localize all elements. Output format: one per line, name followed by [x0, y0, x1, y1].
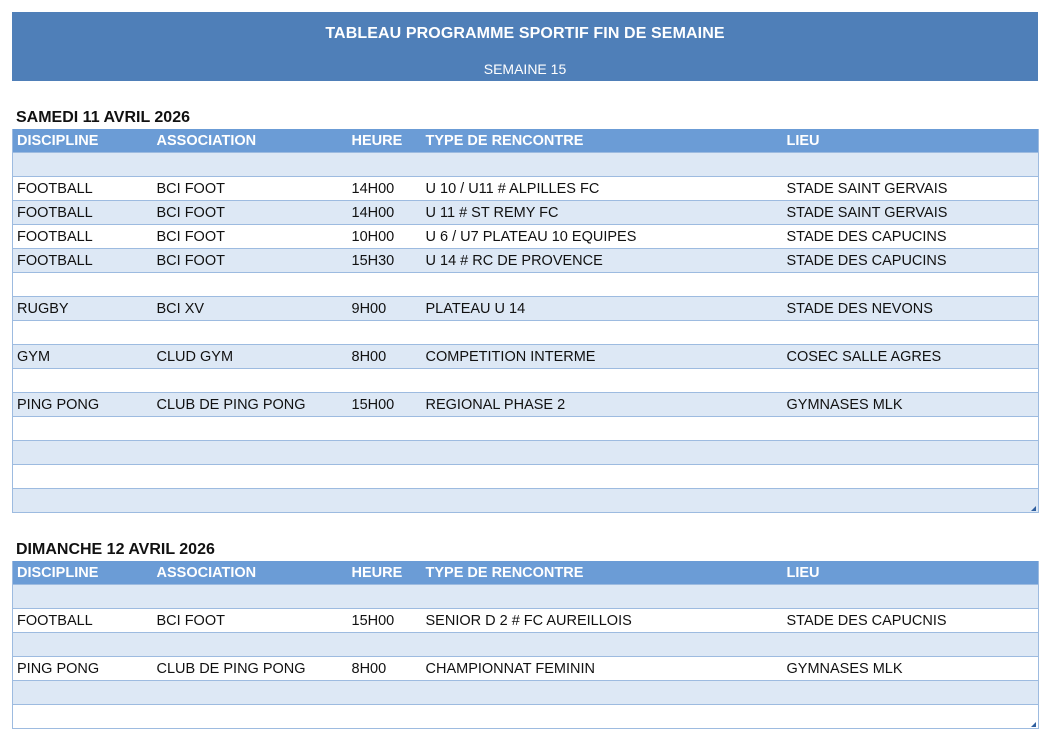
cell-lieu: STADE DES NEVONS [783, 297, 1039, 321]
saturday-table [12, 129, 1039, 513]
cell-type [422, 417, 783, 441]
table-row [13, 465, 1039, 489]
cell-type: U 11 # ST REMY FC [422, 201, 783, 225]
page-title: TABLEAU PROGRAMME SPORTIF FIN DE SEMAINE [325, 25, 725, 42]
cell-heure [348, 585, 422, 609]
cell-lieu [783, 705, 1039, 729]
cell-heure [348, 153, 422, 177]
col-lieu: LIEU [783, 561, 1039, 585]
cell-lieu [783, 417, 1039, 441]
cell-lieu [783, 585, 1039, 609]
cell-lieu: COSEC SALLE AGRES [783, 345, 1039, 369]
cell-type: COMPETITION INTERME [422, 345, 783, 369]
table-row [13, 681, 1039, 705]
cell-association: CLUD GYM [153, 345, 348, 369]
col-type: TYPE DE RENCONTRE [422, 561, 783, 585]
cell-heure [348, 273, 422, 297]
cell-type [422, 681, 783, 705]
cell-association: BCI FOOT [153, 201, 348, 225]
cell-lieu [783, 321, 1039, 345]
cell-discipline: FOOTBALL [13, 225, 153, 249]
cell-lieu: STADE DES CAPUCNIS [783, 609, 1039, 633]
col-association: ASSOCIATION [153, 129, 348, 153]
table-row [13, 369, 1039, 393]
cell-type [422, 633, 783, 657]
cell-heure: 15H30 [348, 249, 422, 273]
table-row [13, 249, 1039, 273]
table-row [13, 417, 1039, 441]
cell-discipline: RUGBY [13, 297, 153, 321]
cell-discipline: FOOTBALL [13, 249, 153, 273]
cell-type: U 6 / U7 PLATEAU 10 EQUIPES [422, 225, 783, 249]
cell-heure [348, 369, 422, 393]
col-discipline: DISCIPLINE [13, 129, 153, 153]
cell-discipline: GYM [13, 345, 153, 369]
cell-association [153, 369, 348, 393]
cell-association: BCI XV [153, 297, 348, 321]
cell-lieu [783, 489, 1039, 513]
cell-lieu: STADE SAINT GERVAIS [783, 201, 1039, 225]
cell-discipline [13, 369, 153, 393]
cell-association [153, 153, 348, 177]
cell-lieu: GYMNASES MLK [783, 393, 1039, 417]
col-heure: HEURE [348, 129, 422, 153]
cell-association [153, 705, 348, 729]
cell-discipline [13, 585, 153, 609]
cell-heure [348, 489, 422, 513]
cell-lieu [783, 273, 1039, 297]
cell-discipline [13, 681, 153, 705]
cell-discipline [13, 705, 153, 729]
cell-type [422, 273, 783, 297]
cell-discipline [13, 633, 153, 657]
cell-heure: 8H00 [348, 657, 422, 681]
table-row [13, 609, 1039, 633]
sunday-section [12, 539, 1038, 729]
cell-lieu [783, 633, 1039, 657]
table-row [13, 321, 1039, 345]
table-row [13, 297, 1039, 321]
week-subtitle: SEMAINE 15 [483, 61, 567, 77]
table-row [13, 705, 1039, 729]
cell-lieu [783, 465, 1039, 489]
cell-discipline: PING PONG [13, 657, 153, 681]
cell-type [422, 465, 783, 489]
cell-heure: 15H00 [348, 393, 422, 417]
cell-discipline: FOOTBALL [13, 609, 153, 633]
cell-type: PLATEAU U 14 [422, 297, 783, 321]
cell-type: U 14 # RC DE PROVENCE [422, 249, 783, 273]
cell-heure [348, 417, 422, 441]
cell-association [153, 633, 348, 657]
cell-heure: 15H00 [348, 609, 422, 633]
table-row [13, 657, 1039, 681]
col-discipline: DISCIPLINE [13, 561, 153, 585]
sunday-title: DIMANCHE 12 AVRIL 2026 [16, 541, 215, 558]
cell-lieu: GYMNASES MLK [783, 657, 1039, 681]
table-row [13, 393, 1039, 417]
table-resize-handle[interactable] [1031, 506, 1036, 511]
cell-discipline: FOOTBALL [13, 177, 153, 201]
cell-association [153, 273, 348, 297]
cell-association [153, 681, 348, 705]
saturday-title: SAMEDI 11 AVRIL 2026 [16, 109, 190, 126]
table-row [13, 177, 1039, 201]
cell-type [422, 441, 783, 465]
cell-discipline [13, 321, 153, 345]
table-header-row [13, 129, 1039, 153]
cell-discipline [13, 465, 153, 489]
cell-discipline [13, 441, 153, 465]
table-row [13, 489, 1039, 513]
cell-heure [348, 465, 422, 489]
cell-heure: 8H00 [348, 345, 422, 369]
cell-type [422, 369, 783, 393]
cell-lieu: STADE DES CAPUCINS [783, 225, 1039, 249]
cell-association [153, 321, 348, 345]
table-row [13, 441, 1039, 465]
col-type: TYPE DE RENCONTRE [422, 129, 783, 153]
cell-association: BCI FOOT [153, 609, 348, 633]
cell-heure [348, 681, 422, 705]
cell-heure [348, 441, 422, 465]
cell-lieu [783, 369, 1039, 393]
cell-association: BCI FOOT [153, 225, 348, 249]
table-row [13, 153, 1039, 177]
cell-association [153, 465, 348, 489]
cell-discipline [13, 273, 153, 297]
cell-type: REGIONAL PHASE 2 [422, 393, 783, 417]
cell-type: CHAMPIONNAT FEMININ [422, 657, 783, 681]
cell-association [153, 417, 348, 441]
table-row [13, 585, 1039, 609]
cell-discipline: FOOTBALL [13, 201, 153, 225]
cell-discipline [13, 417, 153, 441]
cell-discipline [13, 489, 153, 513]
cell-lieu: STADE SAINT GERVAIS [783, 177, 1039, 201]
table-header-row [13, 561, 1039, 585]
saturday-section [12, 107, 1038, 513]
cell-type: U 10 / U11 # ALPILLES FC [422, 177, 783, 201]
cell-heure [348, 705, 422, 729]
cell-type [422, 585, 783, 609]
cell-type [422, 705, 783, 729]
table-row [13, 201, 1039, 225]
cell-heure: 14H00 [348, 201, 422, 225]
col-association: ASSOCIATION [153, 561, 348, 585]
cell-heure: 14H00 [348, 177, 422, 201]
table-resize-handle[interactable] [1031, 722, 1036, 727]
table-row [13, 633, 1039, 657]
cell-discipline: PING PONG [13, 393, 153, 417]
cell-type [422, 321, 783, 345]
cell-association: CLUB DE PING PONG [153, 657, 348, 681]
cell-type: SENIOR D 2 # FC AUREILLOIS [422, 609, 783, 633]
cell-association [153, 441, 348, 465]
cell-association [153, 585, 348, 609]
cell-type [422, 489, 783, 513]
cell-lieu [783, 681, 1039, 705]
cell-type [422, 153, 783, 177]
cell-lieu: STADE DES CAPUCINS [783, 249, 1039, 273]
col-lieu: LIEU [783, 129, 1039, 153]
table-row [13, 225, 1039, 249]
cell-association: CLUB DE PING PONG [153, 393, 348, 417]
col-heure: HEURE [348, 561, 422, 585]
cell-heure [348, 633, 422, 657]
table-row [13, 273, 1039, 297]
cell-association: BCI FOOT [153, 249, 348, 273]
cell-discipline [13, 153, 153, 177]
cell-heure [348, 321, 422, 345]
sunday-table [12, 561, 1039, 729]
table-row [13, 345, 1039, 369]
cell-heure: 9H00 [348, 297, 422, 321]
cell-lieu [783, 153, 1039, 177]
cell-lieu [783, 441, 1039, 465]
cell-association: BCI FOOT [153, 177, 348, 201]
header-banner [12, 12, 1038, 81]
cell-association [153, 489, 348, 513]
cell-heure: 10H00 [348, 225, 422, 249]
